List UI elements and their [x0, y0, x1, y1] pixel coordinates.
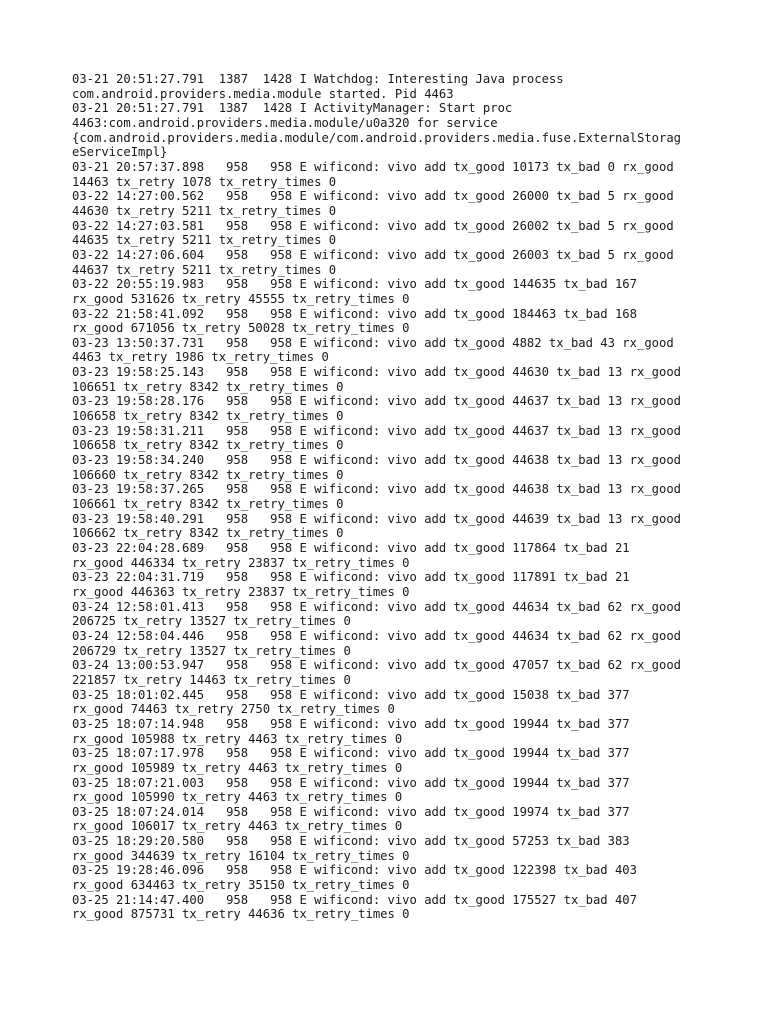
log-line: 03-22 14:27:00.562 958 958 E wificond: vivo add tx_good 26000 tx_bad 5 rx_good: [72, 189, 674, 204]
log-line: 03-21 20:51:27.791 1387 1428 I ActivityManager: Start proc: [72, 101, 513, 116]
log-line: 106660 tx_retry 8342 tx_retry_times 0: [72, 467, 344, 482]
log-line: 206725 tx_retry 13527 tx_retry_times 0: [72, 614, 351, 629]
log-line: 03-24 13:00:53.947 958 958 E wificond: vivo add tx_good 47057 tx_bad 62 rx_good: [72, 658, 682, 673]
log-line: rx_good 105989 tx_retry 4463 tx_retry_times 0: [72, 760, 403, 775]
log-line: 206729 tx_retry 13527 tx_retry_times 0: [72, 643, 351, 658]
log-line: rx_good 344639 tx_retry 16104 tx_retry_times 0: [72, 848, 410, 863]
log-line: rx_good 671056 tx_retry 50028 tx_retry_times 0: [72, 321, 410, 336]
log-line: 03-25 18:07:21.003 958 958 E wificond: vivo add tx_good 19944 tx_bad 377: [72, 775, 630, 790]
log-line: 03-23 19:58:37.265 958 958 E wificond: vivo add tx_good 44638 tx_bad 13 rx_good: [72, 482, 682, 497]
log-line: rx_good 105990 tx_retry 4463 tx_retry_times 0: [72, 790, 403, 805]
log-line: 03-24 12:58:04.446 958 958 E wificond: vivo add tx_good 44634 tx_bad 62 rx_good: [72, 628, 682, 643]
log-line: 106658 tx_retry 8342 tx_retry_times 0: [72, 409, 344, 424]
log-line: 14463 tx_retry 1078 tx_retry_times 0: [72, 174, 337, 189]
log-line: 03-25 18:07:17.978 958 958 E wificond: vivo add tx_good 19944 tx_bad 377: [72, 746, 630, 761]
log-line: 44630 tx_retry 5211 tx_retry_times 0: [72, 203, 337, 218]
log-line: com.android.providers.media.module started. Pid 4463: [72, 86, 454, 101]
log-text-body: [72, 72, 712, 922]
log-line: 03-22 21:58:41.092 958 958 E wificond: vivo add tx_good 184463 tx_bad 168: [72, 306, 637, 321]
log-line: 106658 tx_retry 8342 tx_retry_times 0: [72, 438, 344, 453]
log-line: rx_good 446363 tx_retry 23837 tx_retry_times 0: [72, 584, 410, 599]
log-line: 03-23 19:58:31.211 958 958 E wificond: vivo add tx_good 44637 tx_bad 13 rx_good: [72, 423, 682, 438]
log-line: 03-23 19:58:34.240 958 958 E wificond: vivo add tx_good 44638 tx_bad 13 rx_good: [72, 453, 682, 468]
log-line: 03-25 18:07:24.014 958 958 E wificond: vivo add tx_good 19974 tx_bad 377: [72, 804, 630, 819]
log-line: rx_good 106017 tx_retry 4463 tx_retry_times 0: [72, 819, 403, 834]
log-line: 106662 tx_retry 8342 tx_retry_times 0: [72, 526, 344, 541]
log-line: rx_good 531626 tx_retry 45555 tx_retry_times 0: [72, 291, 410, 306]
log-line: 03-22 14:27:03.581 958 958 E wificond: vivo add tx_good 26002 tx_bad 5 rx_good: [72, 218, 674, 233]
log-line: 03-22 14:27:06.604 958 958 E wificond: vivo add tx_good 26003 tx_bad 5 rx_good: [72, 247, 674, 262]
log-line: 03-25 19:28:46.096 958 958 E wificond: vivo add tx_good 122398 tx_bad 403: [72, 863, 637, 878]
log-line: 106651 tx_retry 8342 tx_retry_times 0: [72, 379, 344, 394]
log-line: rx_good 446334 tx_retry 23837 tx_retry_times 0: [72, 555, 410, 570]
log-line: 44635 tx_retry 5211 tx_retry_times 0: [72, 233, 337, 248]
log-line: 03-22 20:55:19.983 958 958 E wificond: vivo add tx_good 144635 tx_bad 167: [72, 277, 637, 292]
log-line: 03-24 12:58:01.413 958 958 E wificond: vivo add tx_good 44634 tx_bad 62 rx_good: [72, 599, 682, 614]
log-line: 03-23 22:04:31.719 958 958 E wificond: vivo add tx_good 117891 tx_bad 21: [72, 570, 630, 585]
log-line: 4463:com.android.providers.media.module/u0a320 for service: [72, 115, 498, 130]
log-line: 03-23 13:50:37.731 958 958 E wificond: vivo add tx_good 4882 tx_bad 43 rx_good: [72, 335, 674, 350]
log-line: rx_good 105988 tx_retry 4463 tx_retry_times 0: [72, 731, 403, 746]
log-line: 03-21 20:57:37.898 958 958 E wificond: vivo add tx_good 10173 tx_bad 0 rx_good: [72, 159, 674, 174]
log-line: 03-25 18:07:14.948 958 958 E wificond: vivo add tx_good 19944 tx_bad 377: [72, 716, 630, 731]
log-line: 03-21 20:51:27.791 1387 1428 I Watchdog: Interesting Java process: [72, 72, 564, 86]
log-line: 03-23 19:58:40.291 958 958 E wificond: vivo add tx_good 44639 tx_bad 13 rx_good: [72, 511, 682, 526]
log-line: 03-25 18:29:20.580 958 958 E wificond: vivo add tx_good 57253 tx_bad 383: [72, 834, 630, 849]
log-line: rx_good 74463 tx_retry 2750 tx_retry_times 0: [72, 702, 395, 717]
log-line: 106661 tx_retry 8342 tx_retry_times 0: [72, 497, 344, 512]
log-line: 03-23 22:04:28.689 958 958 E wificond: vivo add tx_good 117864 tx_bad 21: [72, 541, 630, 555]
log-line: 44637 tx_retry 5211 tx_retry_times 0: [72, 262, 337, 277]
log-line: rx_good 875731 tx_retry 44636 tx_retry_times 0: [72, 907, 410, 922]
log-line: rx_good 634463 tx_retry 35150 tx_retry_times 0: [72, 878, 410, 893]
log-line: 03-25 21:14:47.400 958 958 E wificond: vivo add tx_good 175527 tx_bad 407: [72, 892, 637, 907]
log-line: 221857 tx_retry 14463 tx_retry_times 0: [72, 672, 351, 687]
log-line: {com.android.providers.media.module/com.android.providers.media.fuse.ExternalStorag: [72, 130, 682, 145]
log-line: eServiceImpl}: [72, 145, 168, 160]
log-line: 03-23 19:58:25.143 958 958 E wificond: vivo add tx_good 44630 tx_bad 13 rx_good: [72, 365, 682, 380]
log-line: 4463 tx_retry 1986 tx_retry_times 0: [72, 350, 329, 365]
log-line: 03-23 19:58:28.176 958 958 E wificond: vivo add tx_good 44637 tx_bad 13 rx_good: [72, 394, 682, 409]
log-line: 03-25 18:01:02.445 958 958 E wificond: vivo add tx_good 15038 tx_bad 377: [72, 687, 630, 702]
